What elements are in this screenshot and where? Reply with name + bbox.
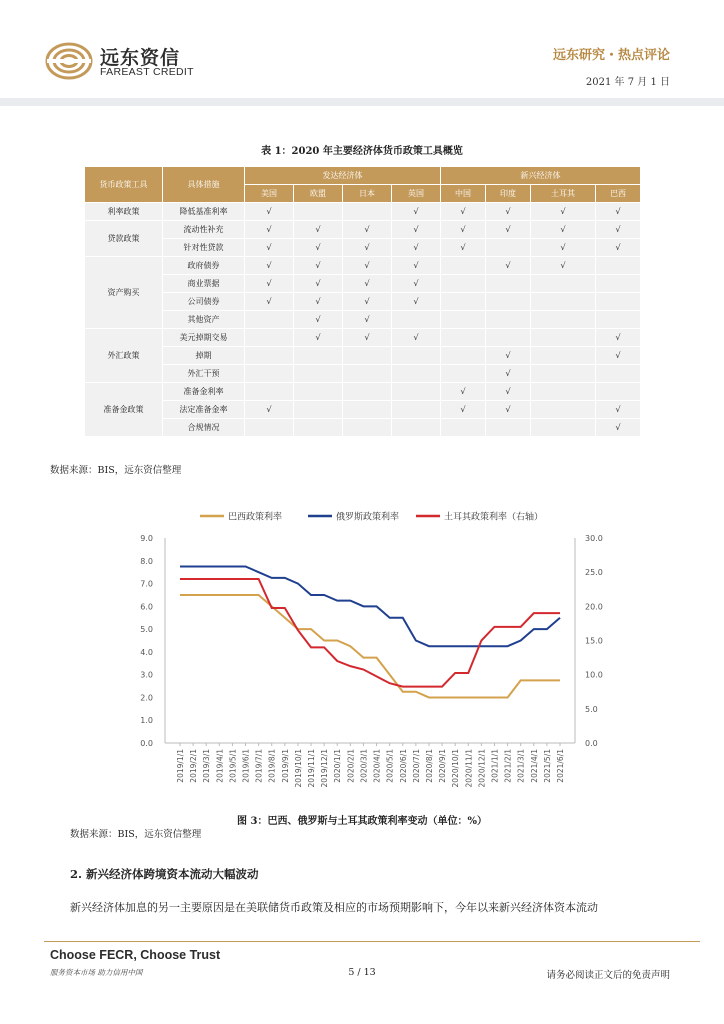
x-tick-label: 2021/3/1 bbox=[516, 749, 526, 783]
right-tick-label: 10.0 bbox=[585, 670, 603, 680]
check-cell bbox=[294, 365, 343, 383]
check-cell bbox=[392, 365, 441, 383]
x-tick-label: 2020/4/1 bbox=[372, 749, 382, 783]
policy-tools-table bbox=[84, 166, 641, 437]
section-heading: 2. 新兴经济体跨境资本流动大幅波动 bbox=[70, 867, 259, 881]
check-cell bbox=[531, 347, 596, 365]
check-cell bbox=[596, 383, 641, 401]
check-cell: √ bbox=[343, 293, 392, 311]
check-cell bbox=[531, 329, 596, 347]
check-cell bbox=[596, 365, 641, 383]
policy-tool-cell: 利率政策 bbox=[85, 203, 163, 221]
footer-disclaimer: 请务必阅读正文后的免责声明 bbox=[546, 970, 670, 981]
check-cell bbox=[343, 383, 392, 401]
left-tick-label: 9.0 bbox=[140, 534, 153, 543]
check-cell: √ bbox=[343, 257, 392, 275]
check-cell: √ bbox=[486, 383, 531, 401]
body-paragraph: 新兴经济体加息的另一主要原因是在美联储货币政策及相应的市场预期影响下，今年以来新兴经济体资本流动 bbox=[70, 901, 598, 914]
policy-tool-cell: 贷款政策 bbox=[85, 221, 163, 257]
check-cell: √ bbox=[486, 401, 531, 419]
check-cell: √ bbox=[531, 257, 596, 275]
check-cell bbox=[596, 311, 641, 329]
check-cell bbox=[392, 383, 441, 401]
check-cell bbox=[245, 311, 294, 329]
country-header: 日本 bbox=[343, 185, 392, 203]
country-header: 美国 bbox=[245, 185, 294, 203]
table-row bbox=[85, 275, 641, 293]
check-cell bbox=[294, 383, 343, 401]
check-cell: √ bbox=[596, 221, 641, 239]
x-tick-label: 2019/7/1 bbox=[254, 749, 264, 783]
check-cell bbox=[596, 275, 641, 293]
check-cell: √ bbox=[245, 257, 294, 275]
measure-cell: 法定准备金率 bbox=[163, 401, 245, 419]
policy-tool-cell: 资产购买 bbox=[85, 257, 163, 329]
check-cell: √ bbox=[486, 347, 531, 365]
left-tick-label: 2.0 bbox=[140, 693, 153, 703]
check-cell: √ bbox=[343, 311, 392, 329]
country-header: 印度 bbox=[486, 185, 531, 203]
check-cell bbox=[441, 365, 486, 383]
check-cell bbox=[486, 275, 531, 293]
table-row bbox=[85, 203, 641, 221]
x-tick-label: 2019/12/1 bbox=[320, 749, 330, 788]
x-tick-label: 2020/8/1 bbox=[424, 749, 434, 783]
check-cell: √ bbox=[596, 239, 641, 257]
check-cell bbox=[245, 419, 294, 437]
check-cell bbox=[531, 275, 596, 293]
legend-label: 土耳其政策利率（右轴） bbox=[444, 512, 544, 523]
check-cell: √ bbox=[245, 275, 294, 293]
x-tick-label: 2019/11/1 bbox=[307, 749, 317, 788]
left-tick-label: 3.0 bbox=[140, 670, 153, 680]
table-row bbox=[85, 257, 641, 275]
check-cell: √ bbox=[294, 275, 343, 293]
table-row bbox=[85, 347, 641, 365]
right-tick-label: 20.0 bbox=[585, 602, 603, 612]
check-cell bbox=[531, 311, 596, 329]
check-cell: √ bbox=[441, 239, 486, 257]
table-row bbox=[85, 419, 641, 437]
x-tick-label: 2021/4/1 bbox=[529, 749, 539, 783]
right-tick-label: 5.0 bbox=[585, 704, 598, 714]
page-number: 5 / 13 bbox=[348, 967, 376, 978]
x-tick-label: 2021/5/1 bbox=[542, 749, 552, 783]
fareast-logo-icon bbox=[44, 40, 94, 86]
x-tick-label: 2021/1/1 bbox=[490, 749, 500, 783]
check-cell bbox=[486, 419, 531, 437]
check-cell: √ bbox=[441, 221, 486, 239]
left-tick-label: 7.0 bbox=[140, 579, 153, 589]
check-cell bbox=[486, 293, 531, 311]
country-header: 中国 bbox=[441, 185, 486, 203]
table-caption: 表 1：2020 年主要经济体货币政策工具概览 bbox=[261, 146, 463, 157]
check-cell: √ bbox=[531, 239, 596, 257]
measure-cell: 商业票据 bbox=[163, 275, 245, 293]
x-tick-label: 2020/9/1 bbox=[438, 749, 448, 783]
check-cell bbox=[441, 419, 486, 437]
figure-caption: 图 3：巴西、俄罗斯与土耳其政策利率变动（单位：%） bbox=[237, 816, 487, 827]
check-cell bbox=[392, 401, 441, 419]
x-tick-label: 2020/6/1 bbox=[398, 749, 408, 783]
measure-cell: 降低基准利率 bbox=[163, 203, 245, 221]
check-cell bbox=[294, 401, 343, 419]
table-row bbox=[85, 293, 641, 311]
figure-source: 数据来源：BIS，远东资信整理 bbox=[70, 829, 202, 840]
legend-label: 俄罗斯政策利率 bbox=[336, 512, 400, 523]
measure-cell: 外汇干预 bbox=[163, 365, 245, 383]
logo-english-name: FAREAST CREDIT bbox=[100, 66, 194, 78]
table-row bbox=[85, 311, 641, 329]
measure-cell: 政府债券 bbox=[163, 257, 245, 275]
check-cell: √ bbox=[392, 293, 441, 311]
check-cell bbox=[245, 365, 294, 383]
footer-slogan: Choose FECR, Choose Trust bbox=[50, 948, 221, 962]
check-cell bbox=[531, 365, 596, 383]
check-cell: √ bbox=[392, 329, 441, 347]
check-cell: √ bbox=[392, 257, 441, 275]
right-tick-label: 30.0 bbox=[585, 534, 603, 543]
check-cell bbox=[531, 293, 596, 311]
check-cell bbox=[294, 203, 343, 221]
check-cell bbox=[441, 293, 486, 311]
footer-divider bbox=[44, 941, 700, 942]
check-cell: √ bbox=[294, 257, 343, 275]
x-tick-label: 2020/5/1 bbox=[385, 749, 395, 783]
check-cell: √ bbox=[294, 239, 343, 257]
measure-cell: 公司债券 bbox=[163, 293, 245, 311]
country-header: 欧盟 bbox=[294, 185, 343, 203]
check-cell bbox=[343, 203, 392, 221]
measure-cell: 针对性贷款 bbox=[163, 239, 245, 257]
x-tick-label: 2019/6/1 bbox=[241, 749, 251, 783]
check-cell: √ bbox=[294, 293, 343, 311]
check-cell bbox=[441, 275, 486, 293]
report-series-title: 远东研究・热点评论 bbox=[552, 48, 670, 63]
check-cell: √ bbox=[486, 221, 531, 239]
check-cell: √ bbox=[245, 203, 294, 221]
check-cell bbox=[486, 311, 531, 329]
check-cell: √ bbox=[596, 419, 641, 437]
policy-tool-cell: 外汇政策 bbox=[85, 329, 163, 383]
check-cell bbox=[392, 419, 441, 437]
x-tick-label: 2019/9/1 bbox=[280, 749, 290, 783]
x-tick-label: 2019/2/1 bbox=[189, 749, 199, 783]
x-tick-label: 2020/10/1 bbox=[451, 749, 461, 788]
check-cell: √ bbox=[294, 311, 343, 329]
right-tick-label: 25.0 bbox=[585, 568, 603, 578]
x-tick-label: 2020/3/1 bbox=[359, 749, 369, 783]
measure-cell: 合规情况 bbox=[163, 419, 245, 437]
check-cell: √ bbox=[486, 257, 531, 275]
x-tick-label: 2020/12/1 bbox=[477, 749, 487, 788]
header-developed-economies: 发达经济体 bbox=[245, 167, 441, 185]
check-cell: √ bbox=[392, 221, 441, 239]
check-cell bbox=[245, 383, 294, 401]
measure-cell: 掉期 bbox=[163, 347, 245, 365]
check-cell: √ bbox=[392, 275, 441, 293]
policy-tool-cell: 准备金政策 bbox=[85, 383, 163, 437]
check-cell: √ bbox=[343, 221, 392, 239]
check-cell: √ bbox=[245, 221, 294, 239]
report-date: 2021 年 7 月 1 日 bbox=[585, 77, 670, 88]
measure-cell: 流动性补充 bbox=[163, 221, 245, 239]
header-emerging-economies: 新兴经济体 bbox=[441, 167, 641, 185]
country-header: 英国 bbox=[392, 185, 441, 203]
table-row bbox=[85, 401, 641, 419]
x-tick-label: 2020/11/1 bbox=[464, 749, 474, 788]
left-tick-label: 8.0 bbox=[140, 556, 153, 566]
check-cell bbox=[441, 257, 486, 275]
x-tick-label: 2019/4/1 bbox=[215, 749, 225, 783]
check-cell: √ bbox=[294, 329, 343, 347]
check-cell: √ bbox=[245, 401, 294, 419]
check-cell: √ bbox=[343, 275, 392, 293]
header-policy-tool: 货币政策工具 bbox=[85, 167, 163, 203]
check-cell bbox=[392, 311, 441, 329]
table-row bbox=[85, 329, 641, 347]
check-cell bbox=[343, 419, 392, 437]
check-cell: √ bbox=[343, 329, 392, 347]
country-header: 巴西 bbox=[596, 185, 641, 203]
left-tick-label: 1.0 bbox=[140, 716, 153, 726]
x-tick-label: 2021/2/1 bbox=[503, 749, 513, 783]
check-cell: √ bbox=[531, 203, 596, 221]
check-cell: √ bbox=[596, 203, 641, 221]
left-tick-label: 4.0 bbox=[140, 647, 153, 657]
check-cell bbox=[343, 365, 392, 383]
check-cell bbox=[596, 293, 641, 311]
check-cell bbox=[392, 347, 441, 365]
check-cell: √ bbox=[343, 239, 392, 257]
check-cell bbox=[294, 419, 343, 437]
check-cell bbox=[294, 347, 343, 365]
check-cell: √ bbox=[392, 203, 441, 221]
check-cell bbox=[486, 239, 531, 257]
check-cell bbox=[441, 347, 486, 365]
check-cell bbox=[596, 257, 641, 275]
footer-subslogan: 服务资本市场 助力信用中国 bbox=[50, 968, 143, 977]
table-row bbox=[85, 221, 641, 239]
check-cell: √ bbox=[596, 347, 641, 365]
check-cell bbox=[343, 347, 392, 365]
legend-label: 巴西政策利率 bbox=[228, 512, 283, 523]
x-tick-label: 2020/1/1 bbox=[333, 749, 343, 783]
table-source: 数据来源：BIS，远东资信整理 bbox=[50, 465, 182, 476]
measure-cell: 美元掉期交易 bbox=[163, 329, 245, 347]
x-tick-label: 2020/2/1 bbox=[346, 749, 356, 783]
logo-name: 远东资信 bbox=[100, 47, 181, 69]
measure-cell: 准备金利率 bbox=[163, 383, 245, 401]
check-cell bbox=[245, 329, 294, 347]
check-cell: √ bbox=[245, 293, 294, 311]
check-cell: √ bbox=[486, 365, 531, 383]
x-tick-label: 2019/1/1 bbox=[176, 749, 185, 783]
check-cell: √ bbox=[441, 401, 486, 419]
check-cell: √ bbox=[245, 239, 294, 257]
check-cell bbox=[531, 401, 596, 419]
check-cell: √ bbox=[596, 329, 641, 347]
policy-rate-chart bbox=[0, 500, 724, 810]
table-row bbox=[85, 365, 641, 383]
left-tick-label: 6.0 bbox=[140, 602, 153, 612]
x-tick-label: 2019/3/1 bbox=[202, 749, 212, 783]
x-tick-label: 2020/7/1 bbox=[411, 749, 421, 783]
check-cell bbox=[531, 383, 596, 401]
check-cell: √ bbox=[441, 383, 486, 401]
check-cell bbox=[343, 401, 392, 419]
left-tick-label: 5.0 bbox=[140, 625, 153, 635]
country-header: 土耳其 bbox=[531, 185, 596, 203]
check-cell bbox=[441, 311, 486, 329]
left-tick-label: 0.0 bbox=[140, 739, 153, 748]
x-tick-label: 2019/8/1 bbox=[267, 749, 277, 783]
right-tick-label: 15.0 bbox=[585, 636, 603, 646]
check-cell bbox=[245, 347, 294, 365]
table-row bbox=[85, 383, 641, 401]
x-tick-label: 2019/10/1 bbox=[293, 749, 303, 788]
header-measure: 具体措施 bbox=[163, 167, 245, 203]
table-row bbox=[85, 239, 641, 257]
header-band bbox=[0, 98, 724, 106]
check-cell: √ bbox=[294, 221, 343, 239]
check-cell: √ bbox=[441, 203, 486, 221]
check-cell: √ bbox=[486, 203, 531, 221]
x-tick-label: 2021/6/1 bbox=[556, 749, 565, 783]
measure-cell: 其他资产 bbox=[163, 311, 245, 329]
check-cell bbox=[531, 419, 596, 437]
check-cell: √ bbox=[596, 401, 641, 419]
check-cell bbox=[441, 329, 486, 347]
x-tick-label: 2019/5/1 bbox=[228, 749, 238, 783]
check-cell bbox=[486, 329, 531, 347]
check-cell: √ bbox=[531, 221, 596, 239]
check-cell: √ bbox=[392, 239, 441, 257]
right-tick-label: 0.0 bbox=[585, 739, 598, 748]
